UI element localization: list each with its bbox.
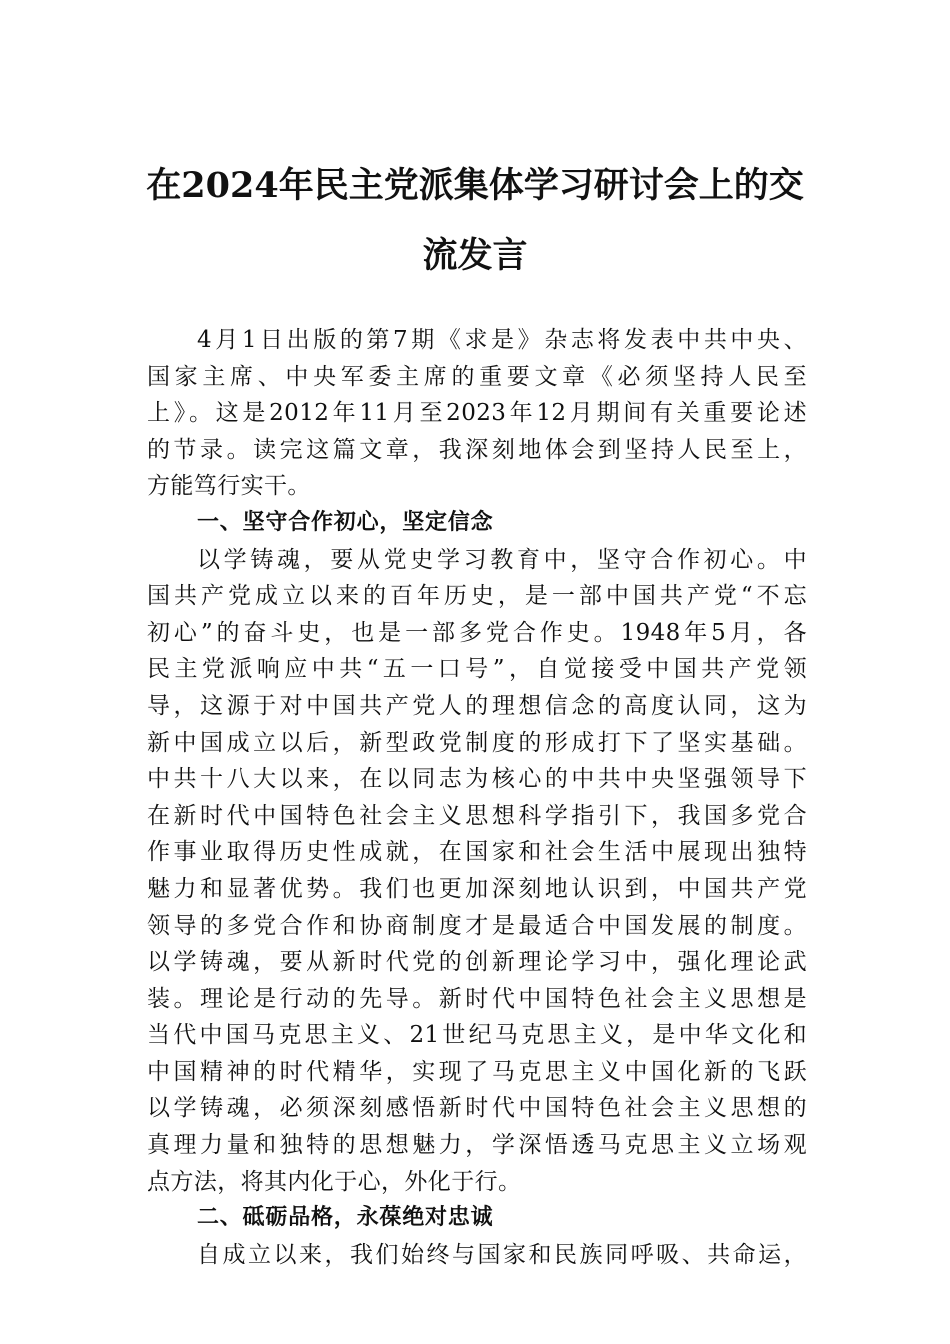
paragraph-line: 国共产党成立以来的百年历史，是一部中国共产党“不忘	[147, 583, 807, 610]
paragraph-line: 点方法，将其内化于心，外化于行。	[147, 1168, 522, 1195]
paragraph-line: 方能笃行实干。	[147, 473, 311, 500]
paragraph-line: 装。理论是行动的先导。新时代中国特色社会主义思想是	[147, 985, 807, 1012]
paragraph-line: 中共十八大以来，在以同志为核心的中共中央坚强领导下	[147, 766, 807, 793]
paragraph-line: 国家主席、中央军委主席的重要文章《必须坚持人民至	[147, 363, 807, 390]
paragraph-line: 魅力和显著优势。我们也更加深刻地认识到，中国共产党	[147, 875, 807, 902]
paragraph-line: 自成立以来，我们始终与国家和民族同呼吸、共命运，	[197, 1241, 807, 1268]
paragraph-line: 以学铸魂，要从新时代党的创新理论学习中，强化理论武	[147, 949, 807, 976]
section-heading-2: 二、砥砺品格，永葆绝对忠诚	[197, 1205, 494, 1231]
paragraph-line: 初心”的奋斗史，也是一部多党合作史。1948年5月，各	[147, 619, 807, 646]
paragraph-line: 作事业取得历史性成就，在国家和社会生活中展现出独特	[147, 839, 807, 866]
paragraph-line: 导，这源于对中国共产党人的理想信念的高度认同，这为	[147, 692, 807, 719]
section-heading-1: 一、坚守合作初心，坚定信念	[197, 509, 494, 535]
paragraph-line: 的节录。读完这篇文章，我深刻地体会到坚持人民至上，	[147, 436, 807, 463]
document-title-line-1: 在2024年民主党派集体学习研讨会上的交	[146, 165, 804, 206]
paragraph-line: 新中国成立以后，新型政党制度的形成打下了坚实基础。	[147, 729, 807, 756]
document-body	[147, 322, 807, 1273]
paragraph-line: 领导的多党合作和协商制度才是最适合中国发展的制度。	[147, 912, 807, 939]
paragraph-line: 真理力量和独特的思想魅力，学深悟透马克思主义立场观	[147, 1132, 807, 1159]
paragraph-line: 在新时代中国特色社会主义思想科学指引下，我国多党合	[147, 802, 807, 829]
paragraph-line: 4月1日出版的第7期《求是》杂志将发表中共中央、	[197, 327, 807, 353]
paragraph-line: 中国精神的时代精华，实现了马克思主义中国化新的飞跃	[147, 1058, 807, 1085]
paragraph-line: 当代中国马克思主义、21世纪马克思主义，是中华文化和	[147, 1022, 807, 1049]
paragraph-line: 民主党派响应中共“五一口号”，自觉接受中国共产党领	[147, 656, 807, 683]
paragraph-line: 上》。这是2012年11月至2023年12月期间有关重要论述	[147, 400, 807, 427]
paragraph-line: 以学铸魂，要从党史学习教育中，坚守合作初心。中	[197, 546, 807, 573]
document-title-line-2: 流发言	[422, 235, 528, 276]
paragraph-line: 以学铸魂，必须深刻感悟新时代中国特色社会主义思想的	[147, 1095, 807, 1122]
